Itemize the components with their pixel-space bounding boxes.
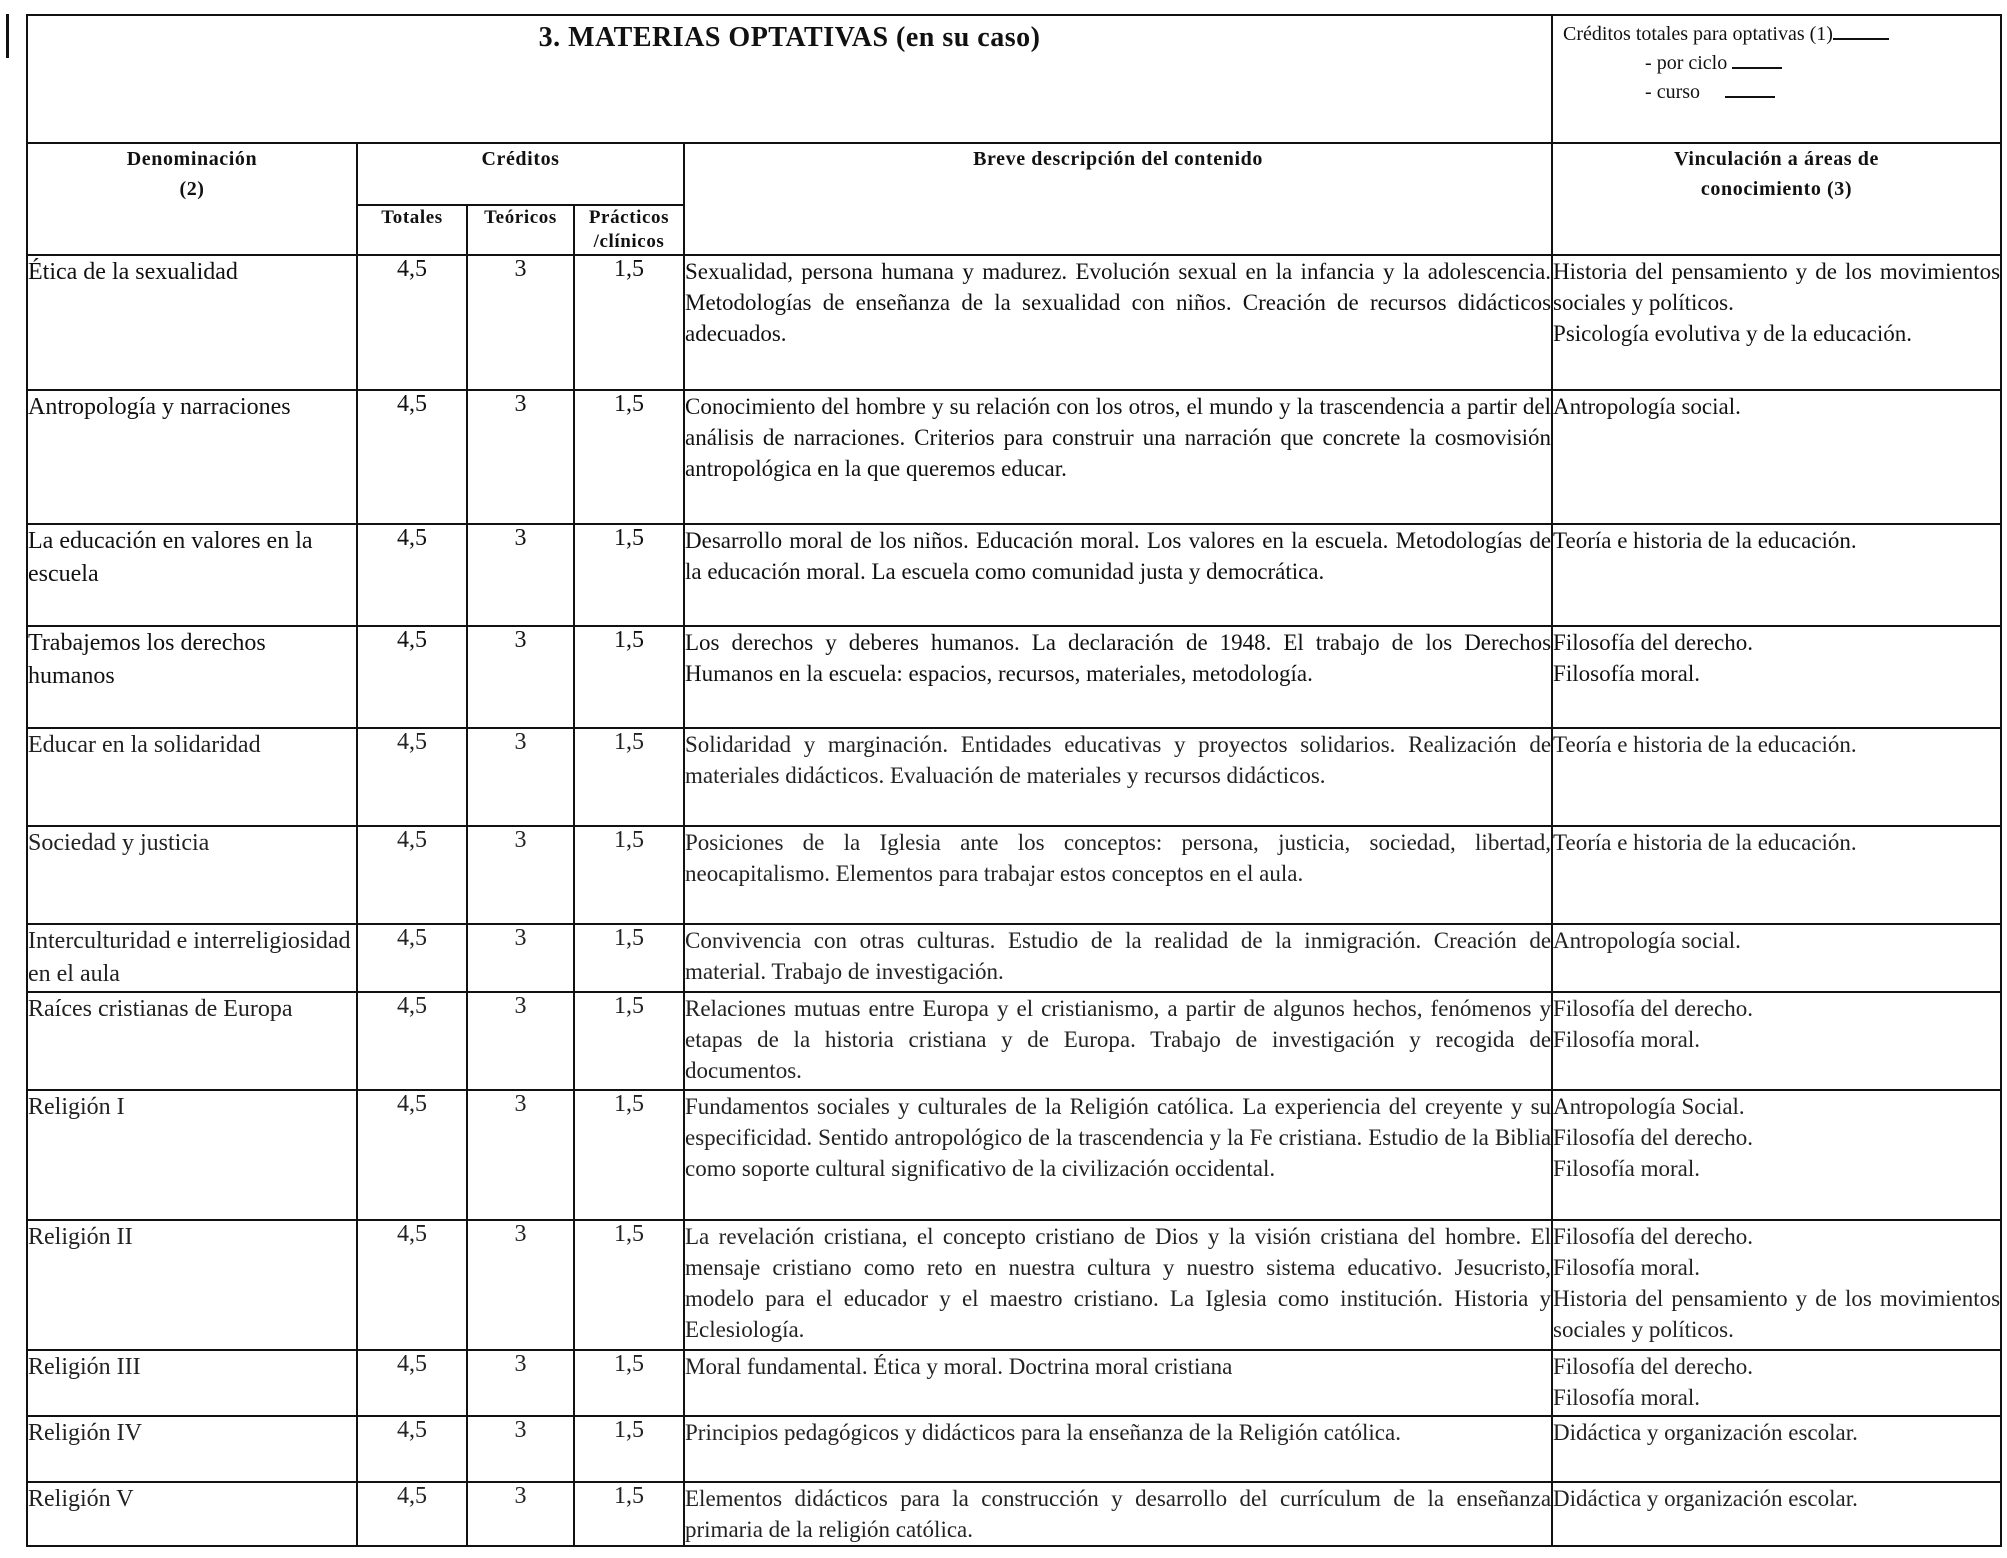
area-item: Didáctica y organización escolar. bbox=[1553, 1486, 1858, 1511]
knowledge-areas bbox=[1552, 1090, 2001, 1220]
subject-name: La educación en valores en la escuela bbox=[27, 524, 357, 626]
area-item: Antropología social. bbox=[1553, 928, 1741, 953]
area-item: Filosofía moral. bbox=[1553, 1027, 1700, 1052]
credits-totales: 4,5 bbox=[357, 1416, 467, 1482]
title-row bbox=[27, 15, 2001, 143]
credits-teoricos: 3 bbox=[467, 626, 574, 728]
credits-practicos: 1,5 bbox=[574, 924, 684, 992]
credits-teoricos: 3 bbox=[467, 1482, 574, 1546]
credits-total-blank[interactable] bbox=[1833, 20, 1889, 40]
header-vinculacion-line2: conocimiento (3) bbox=[1700, 178, 1853, 200]
credits-totales: 4,5 bbox=[357, 1482, 467, 1546]
subject-name: Religión II bbox=[27, 1220, 357, 1350]
credits-totales: 4,5 bbox=[357, 1090, 467, 1220]
knowledge-areas bbox=[1552, 728, 2001, 826]
table-row bbox=[27, 924, 2001, 992]
subject-description: La revelación cristiana, el concepto cristiano de Dios y la visión cristiana del hombre. El mensaje cristiano como reto en nuestra cultura y nuestro sistema educativo. Jesucristo, modelo para el educador y el maestro cristiano. La Iglesia como institución. Historia y Eclesiología. bbox=[684, 1220, 1552, 1350]
subject-description: Moral fundamental. Ética y moral. Doctrina moral cristiana bbox=[684, 1350, 1552, 1416]
area-item: Historia del pensamiento y de los movimientos sociales y políticos. bbox=[1553, 1286, 2001, 1342]
credits-teoricos: 3 bbox=[467, 1220, 574, 1350]
knowledge-areas bbox=[1552, 992, 2001, 1090]
area-item: Filosofía del derecho. bbox=[1553, 1354, 1753, 1379]
course-line bbox=[1563, 78, 1990, 107]
page-title: 3. MATERIAS OPTATIVAS (en su caso) bbox=[538, 22, 1041, 53]
table-row bbox=[27, 1482, 2001, 1546]
header-vinculacion-line1: Vinculación a áreas de bbox=[1674, 148, 1879, 170]
area-item: Psicología evolutiva y de la educación. bbox=[1553, 321, 1912, 346]
subject-name: Raíces cristianas de Europa bbox=[27, 992, 357, 1090]
subject-name: Sociedad y justicia bbox=[27, 826, 357, 924]
credits-totales: 4,5 bbox=[357, 992, 467, 1090]
credits-teoricos: 3 bbox=[467, 924, 574, 992]
table-row bbox=[27, 728, 2001, 826]
knowledge-areas bbox=[1552, 924, 2001, 992]
area-item: Didáctica y organización escolar. bbox=[1553, 1420, 1858, 1445]
subject-name: Antropología y narraciones bbox=[27, 390, 357, 524]
area-item: Antropología Social. bbox=[1553, 1094, 1745, 1119]
credits-totales: 4,5 bbox=[357, 524, 467, 626]
subject-description: Conocimiento del hombre y su relación con los otros, el mundo y la trascendencia a partir del análisis de narraciones. Criterios para construir una narración que concrete la cosmovisión antropológica en la que queremos educar. bbox=[684, 390, 1552, 524]
credits-practicos: 1,5 bbox=[574, 992, 684, 1090]
subject-description: Elementos didácticos para la construcción y desarrollo del currículum de la enseñanza primaria de la religión católica. bbox=[684, 1482, 1552, 1546]
credits-practicos: 1,5 bbox=[574, 1350, 684, 1416]
credits-practicos: 1,5 bbox=[574, 1220, 684, 1350]
per-cycle-label: - por ciclo bbox=[1645, 52, 1728, 74]
credits-practicos: 1,5 bbox=[574, 626, 684, 728]
knowledge-areas bbox=[1552, 1482, 2001, 1546]
credits-totales: 4,5 bbox=[357, 626, 467, 728]
area-item: Filosofía del derecho. bbox=[1553, 630, 1753, 655]
credits-practicos: 1,5 bbox=[574, 1482, 684, 1546]
header-denominacion-label: Denominación bbox=[126, 148, 258, 170]
header-practicos bbox=[574, 205, 684, 255]
header-descripcion: Breve descripción del contenido bbox=[684, 143, 1552, 255]
area-item: Teoría e historia de la educación. bbox=[1553, 528, 1857, 553]
area-item: Filosofía del derecho. bbox=[1553, 1224, 1753, 1249]
header-totales: Totales bbox=[357, 205, 467, 255]
credits-practicos: 1,5 bbox=[574, 1416, 684, 1482]
table-row bbox=[27, 626, 2001, 728]
table-row bbox=[27, 1416, 2001, 1482]
subject-name: Interculturidad e interreligiosidad en el aula bbox=[27, 924, 357, 992]
credits-totales: 4,5 bbox=[357, 826, 467, 924]
course-label: - curso bbox=[1645, 81, 1701, 103]
credits-practicos: 1,5 bbox=[574, 826, 684, 924]
header-row-1 bbox=[27, 143, 2001, 205]
subject-name: Religión V bbox=[27, 1482, 357, 1546]
knowledge-areas bbox=[1552, 1416, 2001, 1482]
subject-name: Religión IV bbox=[27, 1416, 357, 1482]
course-blank[interactable] bbox=[1725, 78, 1775, 98]
knowledge-areas bbox=[1552, 826, 2001, 924]
per-cycle-line bbox=[1563, 49, 1990, 78]
knowledge-areas bbox=[1552, 255, 2001, 390]
credits-totales: 4,5 bbox=[357, 1220, 467, 1350]
subject-name: Religión III bbox=[27, 1350, 357, 1416]
subject-name: Trabajemos los derechos humanos bbox=[27, 626, 357, 728]
credits-practicos: 1,5 bbox=[574, 255, 684, 390]
subject-name: Educar en la solidaridad bbox=[27, 728, 357, 826]
credits-total-label: Créditos totales para optativas (1) bbox=[1563, 23, 1833, 45]
header-teoricos: Teóricos bbox=[467, 205, 574, 255]
credits-totales: 4,5 bbox=[357, 1350, 467, 1416]
area-item: Filosofía del derecho. bbox=[1553, 996, 1753, 1021]
area-item: Filosofía moral. bbox=[1553, 1385, 1700, 1410]
area-item: Antropología social. bbox=[1553, 394, 1741, 419]
credits-teoricos: 3 bbox=[467, 1416, 574, 1482]
table-row bbox=[27, 1090, 2001, 1220]
credits-teoricos: 3 bbox=[467, 992, 574, 1090]
knowledge-areas bbox=[1552, 1350, 2001, 1416]
header-denominacion-note: (2) bbox=[179, 178, 205, 200]
credits-summary-cell bbox=[1552, 15, 2001, 143]
table-row bbox=[27, 524, 2001, 626]
credits-teoricos: 3 bbox=[467, 524, 574, 626]
header-creditos: Créditos bbox=[357, 143, 684, 205]
credits-practicos: 1,5 bbox=[574, 524, 684, 626]
subject-description: Posiciones de la Iglesia ante los conceptos: persona, justicia, sociedad, libertad, neocapitalismo. Elementos para trabajar estos conceptos en el aula. bbox=[684, 826, 1552, 924]
credits-teoricos: 3 bbox=[467, 255, 574, 390]
table-row bbox=[27, 1350, 2001, 1416]
credits-totales: 4,5 bbox=[357, 390, 467, 524]
subject-description: Principios pedagógicos y didácticos para la enseñanza de la Religión católica. bbox=[684, 1416, 1552, 1482]
header-vinculacion bbox=[1552, 143, 2001, 255]
area-item: Filosofía moral. bbox=[1553, 661, 1700, 686]
area-item: Historia del pensamiento y de los movimientos sociales y políticos. bbox=[1553, 259, 2001, 315]
knowledge-areas bbox=[1552, 626, 2001, 728]
area-item: Teoría e historia de la educación. bbox=[1553, 732, 1857, 757]
credits-practicos: 1,5 bbox=[574, 1090, 684, 1220]
credits-teoricos: 3 bbox=[467, 1350, 574, 1416]
subject-name: Ética de la sexualidad bbox=[27, 255, 357, 390]
table-row bbox=[27, 826, 2001, 924]
credits-totales: 4,5 bbox=[357, 728, 467, 826]
subject-description: Desarrollo moral de los niños. Educación moral. Los valores en la escuela. Metodologías de la educación moral. La escuela como comunidad justa y democrática. bbox=[684, 524, 1552, 626]
area-item: Teoría e historia de la educación. bbox=[1553, 830, 1857, 855]
table-row bbox=[27, 992, 2001, 1090]
table-row bbox=[27, 390, 2001, 524]
knowledge-areas bbox=[1552, 390, 2001, 524]
area-item: Filosofía del derecho. bbox=[1553, 1125, 1753, 1150]
table-row bbox=[27, 1220, 2001, 1350]
subject-description: Solidaridad y marginación. Entidades educativas y proyectos solidarios. Realización de materiales didácticos. Evaluación de materiales y recursos didácticos. bbox=[684, 728, 1552, 826]
title-cell bbox=[27, 15, 1552, 143]
per-cycle-blank[interactable] bbox=[1732, 49, 1782, 69]
subject-description: Sexualidad, persona humana y madurez. Evolución sexual en la infancia y la adolescencia. Metodologías de enseñanza de la sexualidad con niños. Creación de recursos didácticos adecuados. bbox=[684, 255, 1552, 390]
credits-practicos: 1,5 bbox=[574, 390, 684, 524]
knowledge-areas bbox=[1552, 1220, 2001, 1350]
credits-teoricos: 3 bbox=[467, 728, 574, 826]
area-item: Filosofía moral. bbox=[1553, 1156, 1700, 1181]
subject-description: Los derechos y deberes humanos. La declaración de 1948. El trabajo de los Derechos Humanos en la escuela: espacios, recursos, materiales, metodología. bbox=[684, 626, 1552, 728]
subject-description: Convivencia con otras culturas. Estudio de la realidad de la inmigración. Creación de material. Trabajo de investigación. bbox=[684, 924, 1552, 992]
credits-teoricos: 3 bbox=[467, 390, 574, 524]
header-denominacion bbox=[27, 143, 357, 255]
credits-totales: 4,5 bbox=[357, 924, 467, 992]
credits-teoricos: 3 bbox=[467, 826, 574, 924]
credits-totales: 4,5 bbox=[357, 255, 467, 390]
credits-total-line bbox=[1563, 20, 1990, 49]
subject-description: Fundamentos sociales y culturales de la Religión católica. La experiencia del creyente y su especificidad. Sentido antropológico de la trascendencia y la Fe cristiana. Estudio de la Biblia como soporte cultural significativo de la civilización occidental. bbox=[684, 1090, 1552, 1220]
header-practicos-line1: Prácticos bbox=[588, 207, 670, 228]
margin-mark bbox=[6, 14, 9, 58]
credits-practicos: 1,5 bbox=[574, 728, 684, 826]
knowledge-areas bbox=[1552, 524, 2001, 626]
area-item: Filosofía moral. bbox=[1553, 1255, 1700, 1280]
credits-teoricos: 3 bbox=[467, 1090, 574, 1220]
subject-description: Relaciones mutuas entre Europa y el cristianismo, a partir de algunos hechos, fenómenos y etapas de la historia cristiana y de Europa. Trabajo de investigación y recogida de documentos. bbox=[684, 992, 1552, 1090]
optional-subjects-table bbox=[26, 14, 2002, 1547]
table-row bbox=[27, 255, 2001, 390]
subject-name: Religión I bbox=[27, 1090, 357, 1220]
header-practicos-line2: /clínicos bbox=[593, 231, 665, 252]
